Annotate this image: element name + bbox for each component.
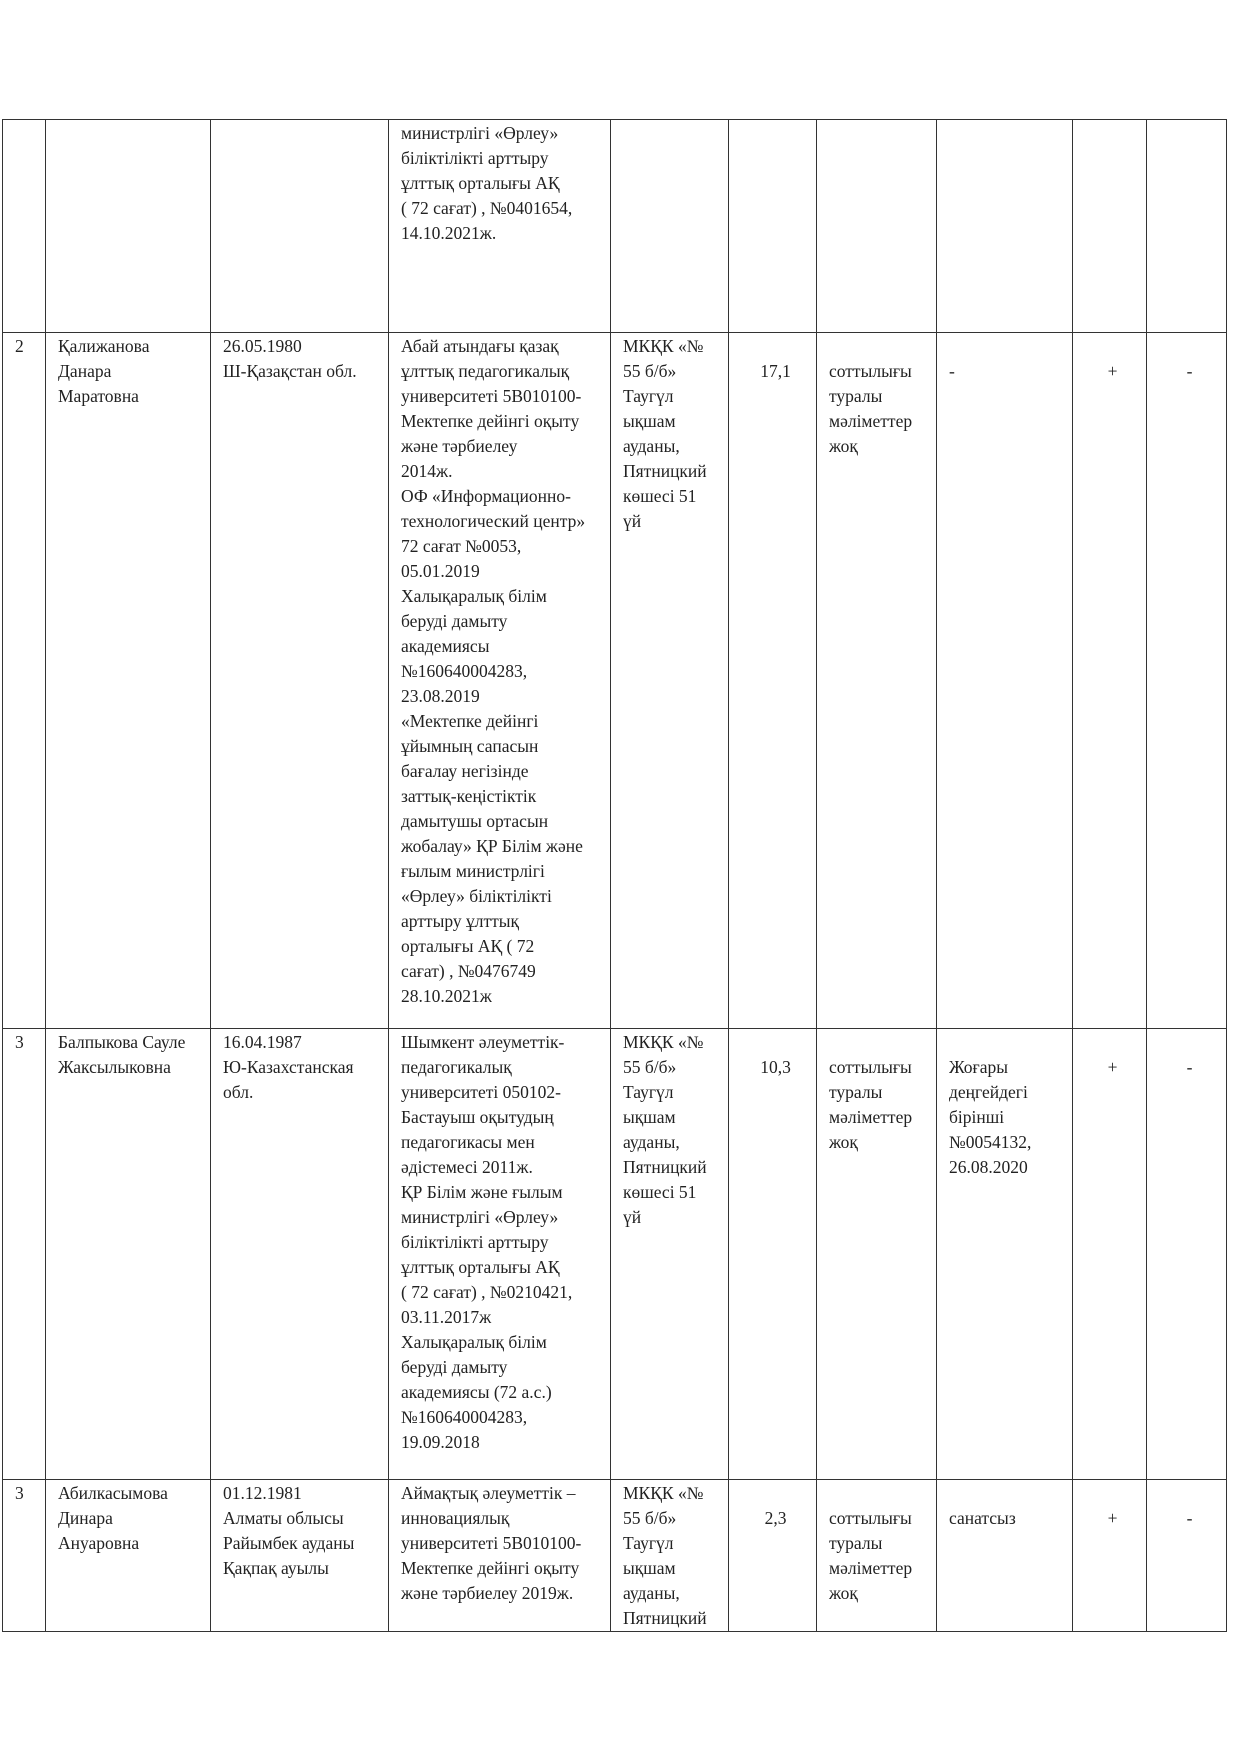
cell-col10: - — [1147, 1029, 1227, 1480]
cell-col10 — [1147, 120, 1227, 333]
cell-category — [937, 120, 1073, 333]
cell-workplace — [611, 120, 729, 333]
table-row — [3, 120, 1227, 333]
cell-number: 3 — [3, 1480, 46, 1632]
cell-col9 — [1073, 120, 1147, 333]
cell-criminal-record: соттылығы туралы мәліметтер жоқ — [817, 1029, 937, 1480]
cell-number — [3, 120, 46, 333]
cell-name: Қалижанова Данара Маратовна — [46, 333, 211, 1029]
cell-number: 2 — [3, 333, 46, 1029]
cell-experience: 10,3 — [729, 1029, 817, 1480]
cell-education: министрлігі «Өрлеу» біліктілікті арттыру ұлттық орталығы АҚ ( 72 сағат) , №0401654, 14.10.2021ж. — [389, 120, 611, 333]
staff-table — [2, 119, 1227, 1632]
cell-birth — [211, 120, 389, 333]
cell-name: Балпыкова Сауле Жаксылыковна — [46, 1029, 211, 1480]
cell-birth: 26.05.1980 Ш-Қазақстан обл. — [211, 333, 389, 1029]
cell-birth: 01.12.1981 Алматы облысы Райымбек ауданы Қақпақ ауылы — [211, 1480, 389, 1632]
cell-col9: + — [1073, 1029, 1147, 1480]
cell-col10: - — [1147, 333, 1227, 1029]
cell-name — [46, 120, 211, 333]
cell-col9: + — [1073, 333, 1147, 1029]
cell-education: Аймақтық әлеуметтік – инновациялық университеті 5В010100- Мектепке дейінгі оқыту және тәрбиелеу 2019ж. — [389, 1480, 611, 1632]
cell-category: - — [937, 333, 1073, 1029]
cell-category: Жоғары деңгейдегі бірінші №0054132, 26.08.2020 — [937, 1029, 1073, 1480]
cell-criminal-record — [817, 120, 937, 333]
table-row — [3, 1029, 1227, 1480]
cell-criminal-record: соттылығы туралы мәліметтер жоқ — [817, 333, 937, 1029]
cell-experience: 17,1 — [729, 333, 817, 1029]
cell-criminal-record: соттылығы туралы мәліметтер жоқ — [817, 1480, 937, 1632]
cell-col10: - — [1147, 1480, 1227, 1632]
cell-experience: 2,3 — [729, 1480, 817, 1632]
cell-birth: 16.04.1987 Ю-Казахстанская обл. — [211, 1029, 389, 1480]
table-row — [3, 1480, 1227, 1632]
cell-workplace: МКҚК «№ 55 б/б» Таугүл ықшам ауданы, Пятницкий көшесі 51 үй — [611, 333, 729, 1029]
cell-education: Шымкент әлеуметтік- педагогикалық университеті 050102- Бастауыш оқытудың педагогикасы мен әдістемесі 2011ж. ҚР Білім және ғылым министрлігі «Өрлеу» біліктілікті арттыру ұлттық орталығы АҚ ( 72 сағат) , №0210421, 03.11.2017ж Халықаралық білім беруді дамыту академиясы (72 а.с.) №160640004283, 19.09.2018 — [389, 1029, 611, 1480]
cell-number: 3 — [3, 1029, 46, 1480]
cell-experience — [729, 120, 817, 333]
cell-workplace: МКҚК «№ 55 б/б» Таугүл ықшам ауданы, Пятницкий көшесі 51 үй — [611, 1029, 729, 1480]
cell-workplace: МКҚК «№ 55 б/б» Таугүл ықшам ауданы, Пятницкий — [611, 1480, 729, 1632]
cell-education: Абай атындағы қазақ ұлттық педагогикалық университеті 5В010100- Мектепке дейінгі оқыту және тәрбиелеу 2014ж. ОФ «Информационно- технологический центр» 72 сағат №0053, 05.01.2019 Халықаралық білім беруді дамыту академиясы №160640004283, 23.08.2019 «Мектепке дейінгі ұйымның сапасын бағалау негізінде заттық-кеңістіктік дамытушы ортасын жобалау» ҚР Білім және ғылым министрлігі «Өрлеу» біліктілікті арттыру ұлттық орталығы АҚ ( 72 сағат) , №0476749 28.10.2021ж — [389, 333, 611, 1029]
cell-name: Абилкасымова Динара Ануаровна — [46, 1480, 211, 1632]
cell-category: санатсыз — [937, 1480, 1073, 1632]
cell-col9: + — [1073, 1480, 1147, 1632]
table-row — [3, 333, 1227, 1029]
